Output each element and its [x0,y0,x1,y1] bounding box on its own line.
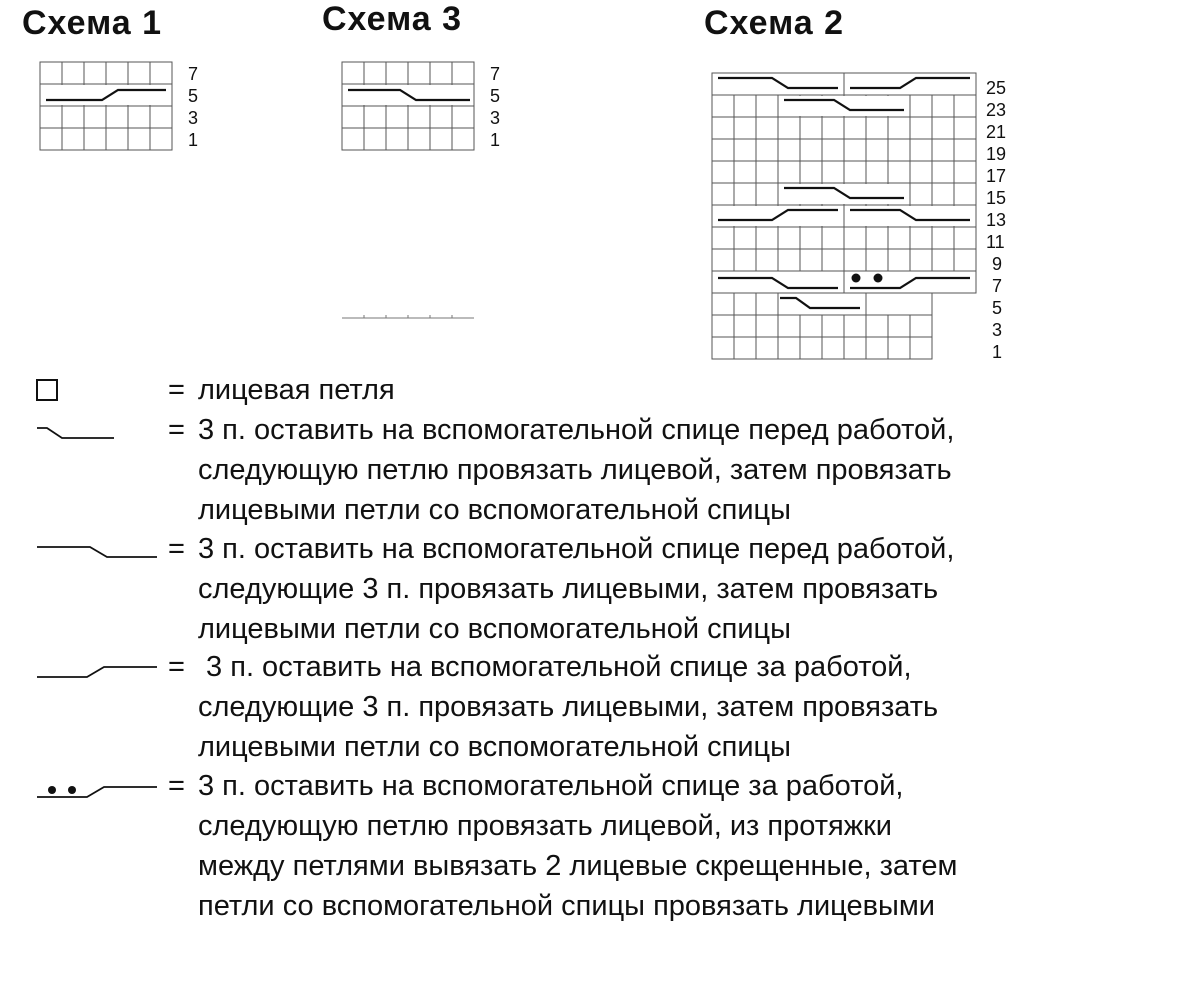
legend-cross-3-3-left-icon [37,547,157,557]
legend-line: лицевыми петли со вспомогательной спицы [198,494,791,526]
scheme2-title: Схема 2 [704,4,845,42]
legend-twisted-cross-icon [37,786,157,797]
legend-line: следующую петлю провязать лицевой, из протяжки [198,810,893,842]
legend-line: 3 п. оставить на вспомогательной спице перед работой, [198,414,955,446]
legend-line: между петлями вывязать 2 лицевые скрещенные, затем [198,850,958,882]
row-number: 1 [992,342,1003,362]
row-number: 7 [188,64,199,84]
legend-line: лицевыми петли со вспомогательной спицы [198,613,791,645]
row-number: 15 [986,188,1007,208]
legend-line: 3 п. оставить на вспомогательной спице за работой, [198,651,912,683]
scheme2-grid [712,73,976,359]
scheme3-baseline [342,315,474,318]
legend-knit-square-icon [37,380,57,400]
scheme3-title: Схема 3 [322,0,463,38]
legend-cross-3-3-right-icon [37,667,157,677]
row-number: 9 [992,254,1003,274]
equals-sign: = [168,414,185,446]
scheme1-title: Схема 1 [22,4,163,42]
row-number: 7 [490,64,501,84]
legend-line: следующие 3 п. провязать лицевыми, затем провязать [198,691,939,723]
row-number: 21 [986,122,1007,142]
row-number: 5 [188,86,199,106]
row-number: 1 [490,130,501,150]
row-number: 13 [986,210,1007,230]
equals-sign: = [168,770,185,802]
legend-line: лицевыми петли со вспомогательной спицы [198,731,791,763]
row-number: 5 [992,298,1003,318]
legend-cross-3-1-icon [37,428,114,438]
legend-entry-cross-3-3-right [168,647,938,767]
legend-line: лицевая петля [198,374,395,406]
row-number: 7 [992,276,1003,296]
row-number: 23 [986,100,1007,120]
equals-sign: = [168,374,185,406]
legend-line: следующие 3 п. провязать лицевыми, затем провязать [198,573,939,605]
legend-line: следующую петлю провязать лицевой, затем провязать [198,454,952,486]
row-number: 1 [188,130,199,150]
legend-entry-cross-3-3-left [168,529,954,649]
legend-line: петли со вспомогательной спицы провязать лицевыми [198,890,935,922]
equals-sign: = [168,533,185,565]
row-number: 11 [986,232,1005,252]
row-number: 3 [490,108,501,128]
row-number: 3 [992,320,1003,340]
legend-line: 3 п. оставить на вспомогательной спице за работой, [198,770,904,802]
scheme1-grid [40,62,172,150]
legend-entry-knit [168,370,395,410]
row-number: 25 [986,78,1007,98]
equals-sign: = [168,651,185,683]
legend-line: 3 п. оставить на вспомогательной спице перед работой, [198,533,955,565]
row-number: 19 [986,144,1007,164]
legend-entry-twisted-cross [168,766,957,926]
row-number: 3 [188,108,199,128]
scheme3-grid [342,62,474,150]
row-number: 5 [490,86,501,106]
row-number: 17 [986,166,1007,186]
legend-entry-cross-3-1 [168,410,954,530]
